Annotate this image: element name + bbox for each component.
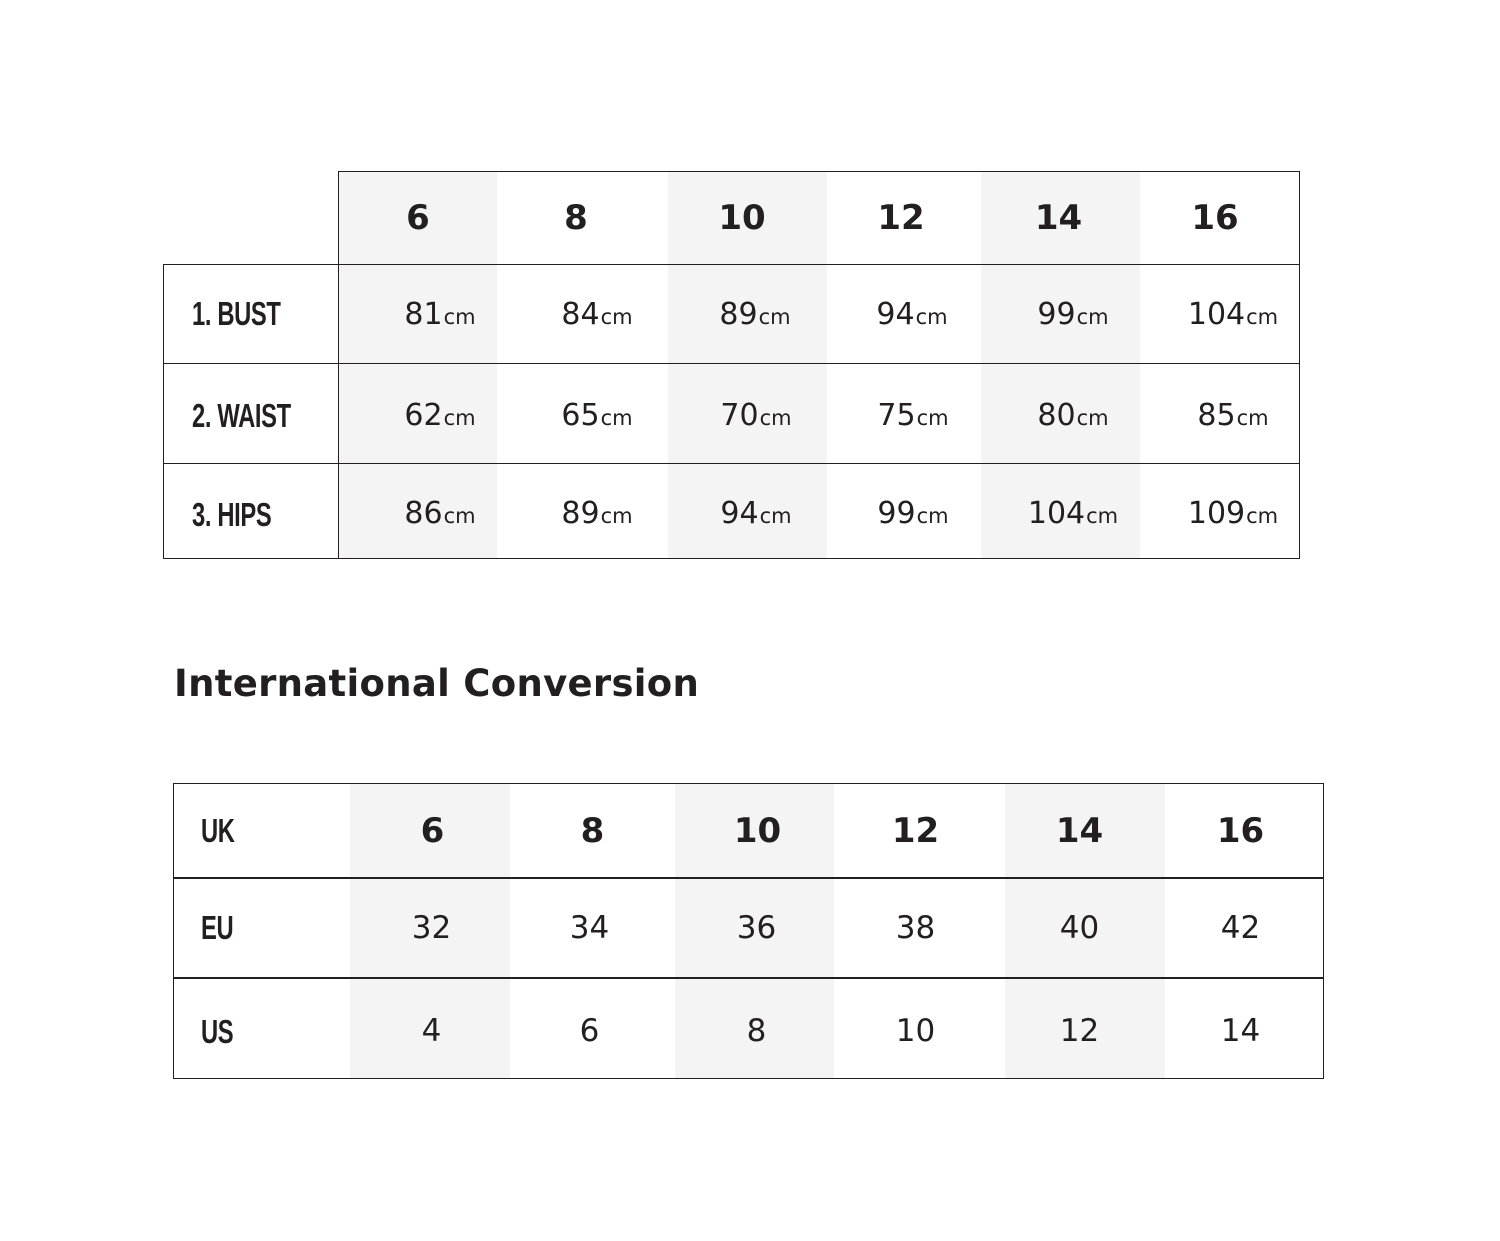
uk-size: 12 [891, 811, 940, 851]
uk-size: 8 [580, 811, 605, 851]
table-border [163, 463, 1300, 464]
eu-size: 42 [1220, 910, 1261, 946]
uk-size: 6 [420, 811, 445, 851]
size-header: 10 [718, 198, 766, 238]
section-title: International Conversion [174, 662, 700, 705]
row-label-hips: 3. HIPS [192, 496, 272, 533]
size-header: 14 [1034, 198, 1083, 238]
measurement-cell: 99cm [1037, 297, 1109, 332]
us-size: 8 [746, 1013, 767, 1049]
us-size: 10 [895, 1013, 936, 1049]
uk-size: 14 [1055, 811, 1104, 851]
row-label-waist: 2. WAIST [192, 397, 291, 434]
us-size: 12 [1059, 1013, 1100, 1049]
size-header: 8 [564, 198, 588, 238]
eu-size: 40 [1059, 910, 1100, 946]
measurement-cell: 81cm [404, 297, 476, 332]
row-label-bust: 1. BUST [192, 295, 281, 332]
measurement-cell: 89cm [719, 297, 791, 332]
table-border [173, 783, 1324, 784]
measurement-cell: 89cm [561, 496, 633, 531]
measurement-cell: 94cm [720, 496, 792, 531]
measurement-cell: 99cm [877, 496, 949, 531]
table-border [173, 877, 1324, 879]
measurement-cell: 80cm [1037, 398, 1109, 433]
table-border [163, 363, 1300, 364]
eu-size: 36 [736, 910, 777, 946]
measurement-cell: 104cm [1027, 496, 1119, 531]
measurement-cell: 85cm [1197, 398, 1269, 433]
row-label-us: US [201, 1013, 234, 1050]
eu-size: 32 [411, 910, 452, 946]
eu-size: 38 [895, 910, 936, 946]
us-size: 6 [579, 1013, 600, 1049]
row-label-eu: EU [201, 909, 234, 946]
measurement-cell: 109cm [1187, 496, 1279, 531]
table-border [173, 1078, 1324, 1079]
measurement-cell: 84cm [561, 297, 633, 332]
table-border [1299, 171, 1300, 559]
uk-size: 16 [1216, 811, 1265, 851]
size-header: 16 [1191, 198, 1239, 238]
eu-size: 34 [569, 910, 610, 946]
table-border [338, 171, 1300, 172]
measurement-cell: 86cm [404, 496, 476, 531]
us-size: 14 [1220, 1013, 1261, 1049]
size-header: 6 [406, 198, 430, 238]
measurement-cell: 94cm [876, 297, 948, 332]
measurement-cell: 65cm [561, 398, 633, 433]
measurement-cell: 70cm [720, 398, 792, 433]
table-border [173, 977, 1324, 979]
table-border [173, 783, 174, 1079]
table-border [163, 558, 1300, 559]
table-border [163, 264, 1300, 265]
size-header: 12 [877, 198, 925, 238]
measurement-cell: 75cm [877, 398, 949, 433]
table-border [163, 264, 164, 559]
measurement-cell: 62cm [404, 398, 476, 433]
row-label-uk: UK [201, 812, 235, 849]
table-border [1323, 783, 1324, 1079]
measurement-cell: 104cm [1187, 297, 1279, 332]
uk-size: 10 [733, 811, 782, 851]
us-size: 4 [421, 1013, 442, 1049]
